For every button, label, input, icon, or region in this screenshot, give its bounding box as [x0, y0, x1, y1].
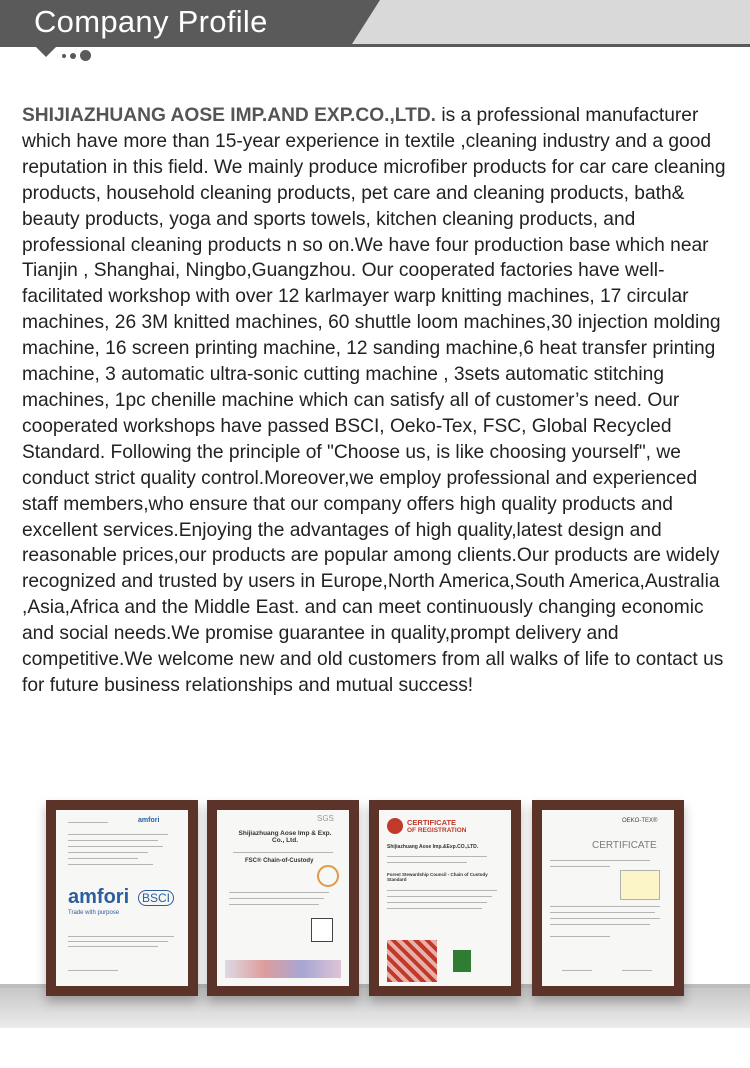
sgs-seal-icon — [317, 865, 339, 887]
registration-red-pattern — [387, 940, 437, 982]
sgs-logo: SGS — [317, 814, 334, 823]
oeko-tex-certificate-icon — [542, 810, 674, 986]
oeko-tex-heading: CERTIFICATE — [592, 840, 657, 851]
header-notch — [36, 47, 56, 57]
registration-seal-icon — [387, 818, 403, 834]
bsci-logo: amfori — [68, 886, 130, 908]
certificate-frame-oeko-tex — [532, 800, 684, 996]
sgs-heading: FSC® Chain-of-Custody — [245, 858, 314, 864]
dot-small — [62, 54, 66, 58]
registration-subtitle: OF REGISTRATION — [407, 827, 467, 834]
bsci-tagline: Trade with purpose — [68, 910, 120, 916]
title-tab — [0, 0, 352, 44]
certificate-frame-sgs — [207, 800, 359, 996]
dot-medium — [70, 53, 76, 59]
description-text: is a professional manufacturer which have more than 15-year experience in textile ,cleaning industry and a good reputation in this field. We mainly produce microfiber products for car care cleaning products, household cleaning products, pet care and cleaning products, bath& beauty products, yoga and sports towels, kitchen cleaning products, and professional cleaning products n so on.We have four production base which near Tianjin , Shanghai, Ningbo,Guangzhou. Our cooperated factories have well-facilitated workshop with over 12 karlmayer warp knitting machines, 17 circular machines, 26 3M knitted machines, 60 shuttle loom machines,30 injection molding machine, 16 screen printing machine, 12 sanding machine,6 heat transfer printing machine, 3 automatic ultra-sonic cutting machine , 3sets automatic stitching machines, 1pc chenille machine which can satisfy all of customer’s need. Our cooperated workshops have passed BSCI, Oeko-Tex, FSC, Global Recycled Standard. Following the principle of "Choose us, is like choosing yourself", we conduct strict quality control.Moreover,we employ professional and experienced staff members,who ensure that our company offers high quality products and excellent services.Enjoying the advantages of high quality,latest design and reasonable prices,our products are popular among clients.Our products are widely recognized and trusted by users in Europe,North America,South America,Australia ,Asia,Africa and the Middle East. and can meet continuously changing economic and social needs.We promise guarantee in quality,prompt delivery and competitive.We welcome new and old customers from all walks of life to contact us for future business relationships and mutual success! — [22, 105, 726, 696]
bsci-label: BSCI — [142, 891, 171, 905]
oeko-tex-label-icon — [620, 870, 660, 900]
fsc-registration-certificate-icon — [379, 810, 511, 986]
header-stripe — [0, 44, 750, 47]
certificates-row — [0, 800, 750, 1000]
registration-holder: Shijiazhuang Aose Imp.&Exp.CO.,LTD. — [387, 844, 479, 850]
certificate-frame-bsci — [46, 800, 198, 996]
sgs-holder: Shijiazhuang Aose Imp & Exp. Co., Ltd. — [238, 830, 332, 844]
dot-large — [80, 50, 91, 61]
company-name: SHIJIAZHUANG AOSE IMP.AND EXP.CO.,LTD. — [22, 105, 437, 126]
fsc-sgs-certificate-icon — [217, 810, 349, 986]
fsc-tree-logo-icon — [453, 950, 471, 972]
bsci-certificate-icon: amfori amfori BSCI Trade with purpose — [56, 810, 188, 986]
sgs-decor-band — [225, 960, 341, 978]
page-header — [0, 0, 750, 44]
certificate-frame-registration — [369, 800, 521, 996]
registration-title: CERTIFICATE — [407, 818, 457, 827]
page-title: Company Profile — [34, 4, 268, 39]
registration-heading: Forest Stewardship Council - Chain of Custody Standard — [387, 872, 488, 882]
oeko-tex-logo: OEKO-TEX® — [622, 818, 658, 824]
company-description — [22, 103, 732, 699]
fsc-logo-icon — [311, 918, 333, 942]
